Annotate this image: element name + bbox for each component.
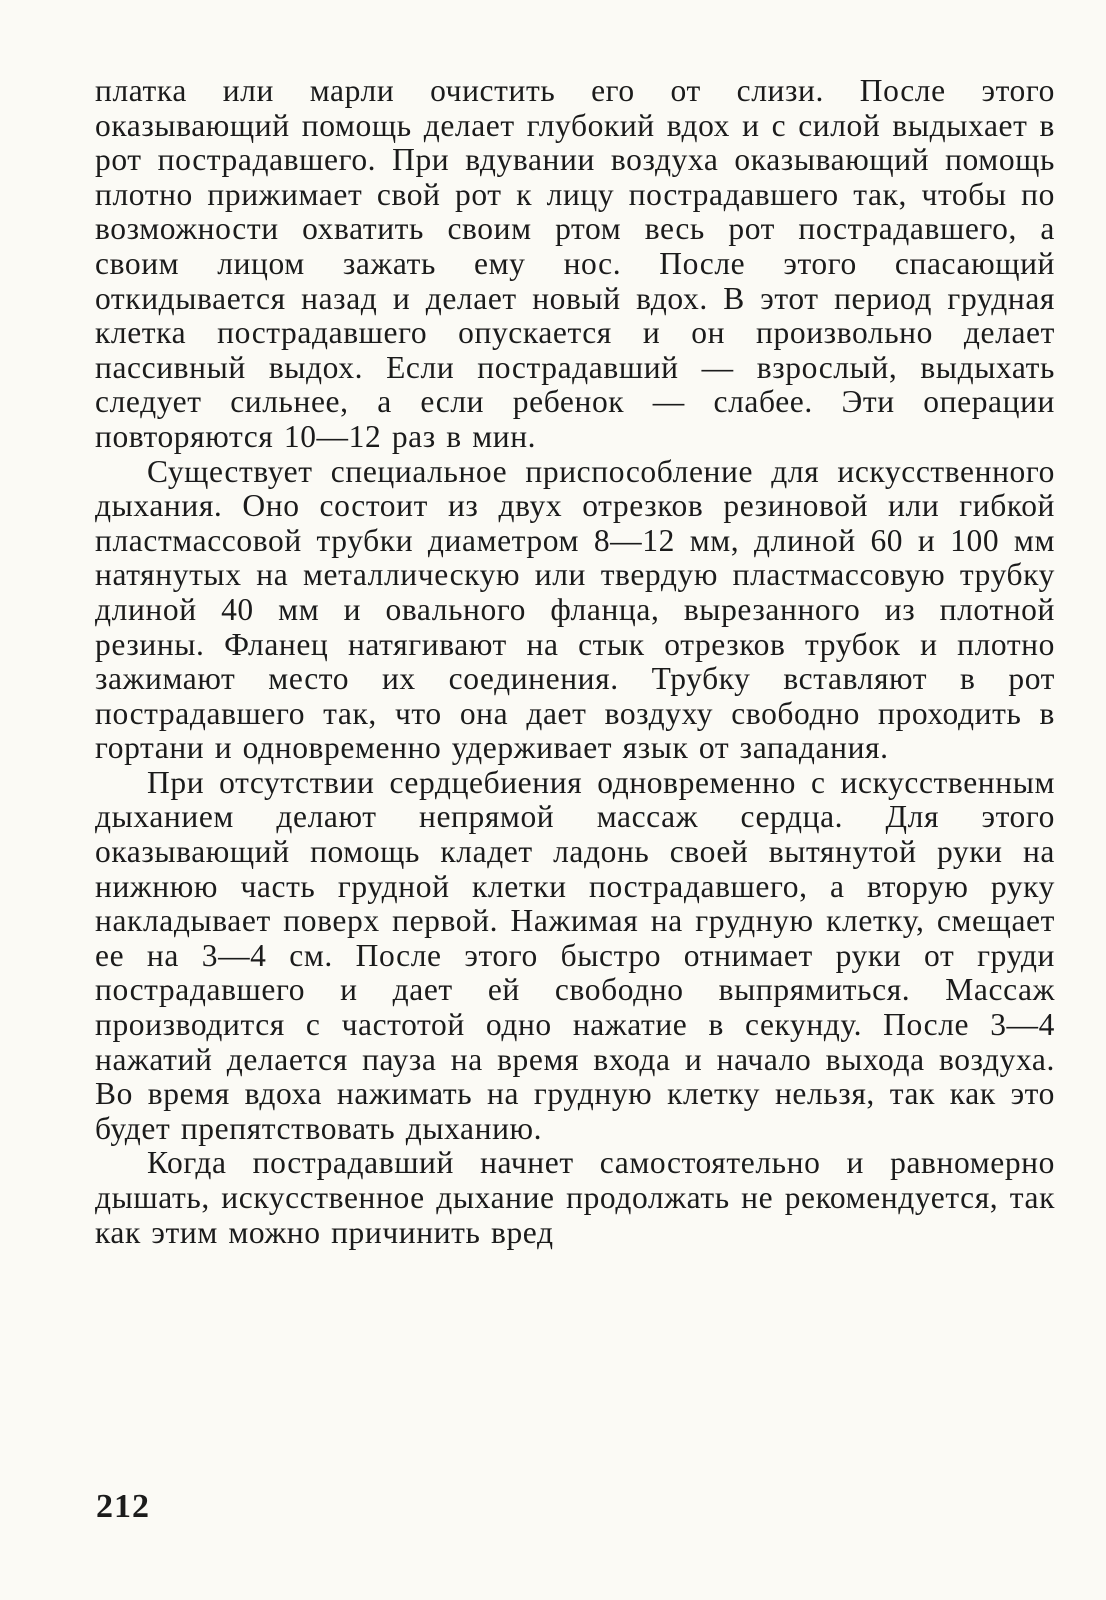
paragraph-breathing-device: Существует специальное приспособление для искусственного дыхания. Оно состоит из двух отрезков резиновой или гибкой пластмассовой трубки диаметром 8—12 мм, длиной 60 и 100 мм натянутых на металлическую или твердую пластмассовую трубку длиной 40 мм и овального фланца, вырезанного из плотной резины. Фланец натягивают на стык отрезков трубок и плотно зажимают место их соединения. Трубку вставляют в рот пострадавшего так, что она дает воздуху свободно проходить в гортани и одновременно удерживает язык от западания.	[95, 453, 1055, 766]
paragraph-ventilation: платка или марли очистить его от слизи. После этого оказывающий помощь делает глубокий вдох и с силой выдыхает в рот пострадавшего. При вдувании воздуха оказывающий помощь плотно прижимает свой рот к лицу пострадавшего так, чтобы по возможности охватить своим ртом весь рот пострадавшего, а своим лицом зажать ему нос. После этого спасающий откидывается назад и делает новый вдох. В этот период грудная клетка пострадавшего опускается и он произвольно делает пассивный выдох. Если пострадавший — взрослый, выдыхать следует сильнее, а если ребенок — слабее. Эти операции повторяются 10—12 раз в мин.	[95, 73, 1055, 454]
page-number: 212	[96, 1488, 150, 1525]
page-body	[95, 74, 1055, 1250]
paragraph-recovery: Когда пострадавший начнет самостоятельно и равномерно дышать, искусственное дыхание продолжать не рекомендуется, так как этим можно причинить вред	[95, 1145, 1055, 1250]
paragraph-heart-massage: При отсутствии сердцебиения одновременно с искусственным дыханием делают непрямой массаж сердца. Для этого оказывающий помощь кладет ладонь своей вытянутой руки на нижнюю часть грудной клетки пострадавшего, а вторую руку накладывает поверх первой. Нажимая на грудную клетку, смещает ее на 3—4 см. После этого быстро отнимает руки от груди пострадавшего и дает ей свободно выпрямиться. Массаж производится с частотой одно нажатие в секунду. После 3—4 нажатий делается пауза на время входа и начало выхода воздуха. Во время вдоха нажимать на грудную клетку нельзя, так как это будет препятствовать дыханию.	[95, 764, 1055, 1146]
